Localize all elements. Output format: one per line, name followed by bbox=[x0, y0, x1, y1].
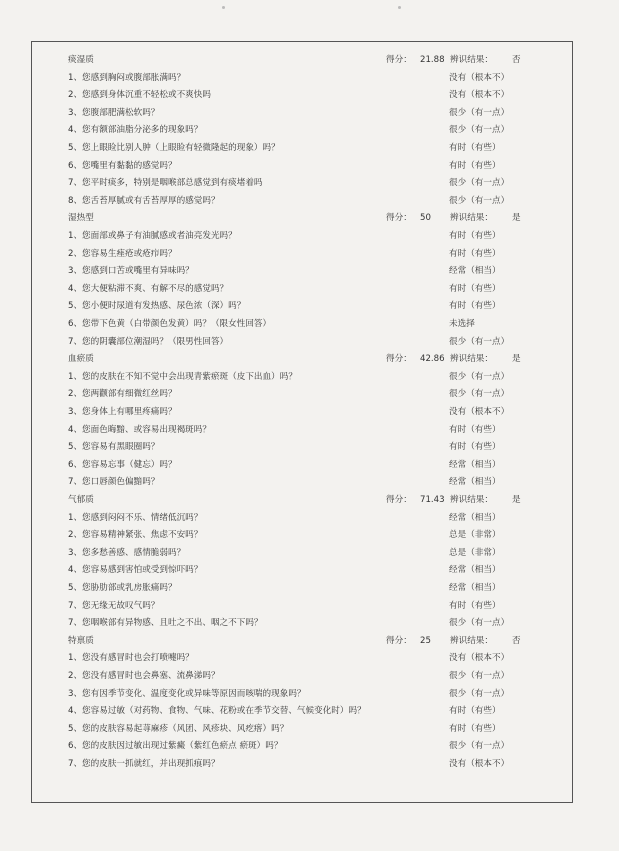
question-row bbox=[32, 650, 574, 667]
question-row bbox=[32, 193, 574, 210]
answer-text: 没有（根本不） bbox=[449, 72, 510, 83]
question-row bbox=[32, 140, 574, 157]
section-title: 气郁质 bbox=[68, 495, 94, 505]
answer-text: 没有（根本不） bbox=[449, 90, 510, 101]
question-text: 5、您胁肋部或乳房胀痛吗？ bbox=[68, 583, 177, 593]
answer-text: 有时（有些） bbox=[449, 143, 501, 153]
section-title: 血瘀质 bbox=[68, 354, 94, 365]
question-text: 2、您容易生痤疮或疮疖吗？ bbox=[68, 248, 177, 259]
section-title: 特禀质 bbox=[68, 635, 94, 646]
question-row bbox=[32, 527, 574, 544]
answer-text: 总是（非常） bbox=[449, 547, 501, 558]
question-row bbox=[32, 439, 574, 456]
answer-text: 经常（相当） bbox=[449, 565, 501, 576]
question-text: 7、您口唇颜色偏黯吗？ bbox=[68, 477, 160, 488]
question-text: 3、您有因季节变化、温度变化或异味等原因而咳喘的现象吗？ bbox=[68, 688, 306, 699]
question-row bbox=[32, 334, 574, 351]
section-header bbox=[32, 210, 574, 227]
question-text: 1、您感到闷闷不乐、情绪低沉吗？ bbox=[68, 512, 203, 523]
question-text: 3、您腹部肥满松软吗？ bbox=[68, 107, 160, 118]
answer-text: 有时（有些） bbox=[449, 248, 501, 259]
question-row bbox=[32, 457, 574, 474]
answer-text: 有时（有些） bbox=[449, 160, 501, 171]
result-label: 辨识结果： bbox=[450, 495, 493, 505]
question-row bbox=[32, 668, 574, 685]
result-label: 辨识结果： bbox=[450, 213, 493, 224]
answer-text: 很少（有一点） bbox=[449, 125, 510, 136]
answer-text: 有时（有些） bbox=[449, 723, 501, 734]
question-text: 1、您面部或鼻子有油腻感或者油亮发光吗？ bbox=[68, 231, 237, 241]
result-value: 是 bbox=[512, 495, 521, 505]
question-row bbox=[32, 545, 574, 562]
result-value: 是 bbox=[512, 213, 521, 224]
punch-hole-left bbox=[222, 6, 225, 9]
score-value: 71.43 bbox=[420, 495, 445, 505]
question-row bbox=[32, 510, 574, 527]
question-row bbox=[32, 122, 574, 139]
answer-text: 没有（根本不） bbox=[449, 407, 510, 417]
questionnaire-frame bbox=[31, 41, 573, 803]
score-value: 21.88 bbox=[420, 55, 445, 65]
question-row bbox=[32, 175, 574, 192]
question-text: 4、您面色晦黯、或容易出现褐斑吗？ bbox=[68, 424, 211, 435]
question-row bbox=[32, 686, 574, 703]
answer-text: 经常（相当） bbox=[449, 459, 501, 470]
score-label: 得分： bbox=[386, 635, 412, 646]
question-row bbox=[32, 298, 574, 315]
answer-text: 经常（相当） bbox=[449, 477, 501, 488]
question-row bbox=[32, 369, 574, 386]
question-text: 7、您的皮肤一抓就红，并出现抓痕吗？ bbox=[68, 759, 220, 769]
answer-text: 有时（有些） bbox=[449, 424, 501, 435]
question-row bbox=[32, 703, 574, 720]
question-text: 7、您无缘无故叹气吗？ bbox=[68, 600, 160, 611]
question-row bbox=[32, 87, 574, 104]
answer-text: 很少（有一点） bbox=[449, 741, 510, 752]
answer-text: 很少（有一点） bbox=[449, 195, 510, 206]
question-row bbox=[32, 598, 574, 615]
question-row bbox=[32, 386, 574, 403]
question-row bbox=[32, 562, 574, 579]
question-row bbox=[32, 615, 574, 632]
answer-text: 经常（相当） bbox=[449, 266, 501, 277]
answer-text: 经常（相当） bbox=[449, 512, 501, 523]
answer-text: 有时（有些） bbox=[449, 442, 501, 453]
question-text: 3、您感到口苦或嘴里有异味吗？ bbox=[68, 266, 194, 277]
question-text: 7、您咽喉部有异物感、且吐之不出、咽之不下吗？ bbox=[68, 618, 263, 629]
answer-text: 未选择 bbox=[449, 319, 475, 329]
question-text: 1、您的皮肤在不知不觉中会出现青紫瘀斑（皮下出血）吗？ bbox=[68, 371, 297, 382]
section-title: 痰湿质 bbox=[68, 55, 94, 65]
question-row bbox=[32, 158, 574, 175]
question-text: 2、您没有感冒时也会鼻塞、流鼻涕吗？ bbox=[68, 671, 220, 681]
result-label: 辨识结果： bbox=[450, 55, 493, 65]
question-text: 6、您带下色黄（白带颜色发黄）吗？（限女性回答） bbox=[68, 319, 272, 329]
score-value: 25 bbox=[420, 635, 431, 646]
question-row bbox=[32, 70, 574, 87]
question-row bbox=[32, 738, 574, 755]
question-text: 2、您容易精神紧张、焦虑不安吗？ bbox=[68, 530, 203, 541]
score-label: 得分： bbox=[386, 354, 412, 365]
question-text: 6、您的皮肤因过敏出现过紫癜（紫红色瘀点 瘀斑）吗？ bbox=[68, 741, 283, 752]
question-row bbox=[32, 246, 574, 263]
question-text: 1、您感到胸闷或腹部胀满吗？ bbox=[68, 72, 186, 83]
question-text: 3、您多愁善感、感情脆弱吗？ bbox=[68, 547, 186, 558]
question-text: 5、您小便时尿道有发热感、尿色浓（深）吗？ bbox=[68, 301, 246, 312]
answer-text: 很少（有一点） bbox=[449, 389, 510, 400]
question-text: 6、您嘴里有黏黏的感觉吗？ bbox=[68, 160, 177, 171]
question-text: 7、您平时痰多，特别是咽喉部总感觉到有痰堵着吗 bbox=[68, 178, 263, 189]
answer-text: 有时（有些） bbox=[449, 706, 501, 717]
question-text: 2、您两颧部有细微红丝吗？ bbox=[68, 389, 177, 400]
punch-hole-right bbox=[398, 6, 401, 9]
result-label: 辨识结果： bbox=[450, 635, 493, 646]
result-value: 否 bbox=[512, 55, 521, 65]
answer-text: 很少（有一点） bbox=[449, 671, 510, 681]
question-row bbox=[32, 474, 574, 491]
answer-text: 有时（有些） bbox=[449, 600, 501, 611]
section-header bbox=[32, 492, 574, 509]
answer-text: 很少（有一点） bbox=[449, 336, 510, 347]
question-text: 4、您容易感到害怕或受到惊吓吗？ bbox=[68, 565, 203, 576]
question-text: 5、您的皮肤容易起荨麻疹（风团、风疹块、风疙瘩）吗？ bbox=[68, 723, 289, 734]
answer-text: 有时（有些） bbox=[449, 231, 501, 241]
question-row bbox=[32, 756, 574, 773]
answer-text: 很少（有一点） bbox=[449, 107, 510, 118]
result-value: 是 bbox=[512, 354, 521, 365]
question-text: 4、您容易过敏（对药物、食物、气味、花粉或在季节交替、气候变化时）吗？ bbox=[68, 706, 366, 717]
question-text: 5、您上眼睑比别人肿（上眼睑有轻微隆起的现象）吗？ bbox=[68, 143, 280, 153]
section-header bbox=[32, 52, 574, 69]
question-row bbox=[32, 281, 574, 298]
question-text: 4、您有额部油脂分泌多的现象吗？ bbox=[68, 125, 203, 136]
question-text: 2、您感到身体沉重不轻松或不爽快吗 bbox=[68, 90, 211, 101]
result-label: 辨识结果： bbox=[450, 354, 493, 365]
answer-text: 没有（根本不） bbox=[449, 653, 510, 664]
result-value: 否 bbox=[512, 635, 521, 646]
score-label: 得分： bbox=[386, 213, 412, 224]
question-row bbox=[32, 404, 574, 421]
question-text: 7、您的阴囊部位潮湿吗？（限男性回答） bbox=[68, 336, 229, 347]
question-row bbox=[32, 263, 574, 280]
question-row bbox=[32, 422, 574, 439]
question-row bbox=[32, 580, 574, 597]
answer-text: 有时（有些） bbox=[449, 301, 501, 312]
question-text: 6、您容易忘事（健忘）吗？ bbox=[68, 459, 177, 470]
section-header bbox=[32, 633, 574, 650]
answer-text: 很少（有一点） bbox=[449, 688, 510, 699]
score-label: 得分： bbox=[386, 495, 412, 505]
answer-text: 很少（有一点） bbox=[449, 618, 510, 629]
question-text: 5、您容易有黑眼圈吗？ bbox=[68, 442, 160, 453]
question-text: 1、您没有感冒时也会打喷嚏吗？ bbox=[68, 653, 194, 664]
answer-text: 很少（有一点） bbox=[449, 178, 510, 189]
score-value: 42.86 bbox=[420, 354, 445, 365]
section-header bbox=[32, 351, 574, 368]
answer-text: 很少（有一点） bbox=[449, 371, 510, 382]
answer-text: 经常（相当） bbox=[449, 583, 501, 593]
question-row bbox=[32, 721, 574, 738]
answer-text: 没有（根本不） bbox=[449, 759, 510, 769]
question-text: 8、您舌苔厚腻或有舌苔厚厚的感觉吗？ bbox=[68, 195, 220, 206]
question-row bbox=[32, 105, 574, 122]
answer-text: 总是（非常） bbox=[449, 530, 501, 541]
question-row bbox=[32, 228, 574, 245]
question-text: 3、您身体上有哪里疼痛吗？ bbox=[68, 407, 177, 417]
section-title: 湿热型 bbox=[68, 213, 94, 224]
score-value: 50 bbox=[420, 213, 431, 224]
answer-text: 有时（有些） bbox=[449, 283, 501, 294]
question-text: 4、您大便粘滞不爽、有解不尽的感觉吗？ bbox=[68, 283, 229, 294]
question-row bbox=[32, 316, 574, 333]
score-label: 得分： bbox=[386, 55, 412, 65]
